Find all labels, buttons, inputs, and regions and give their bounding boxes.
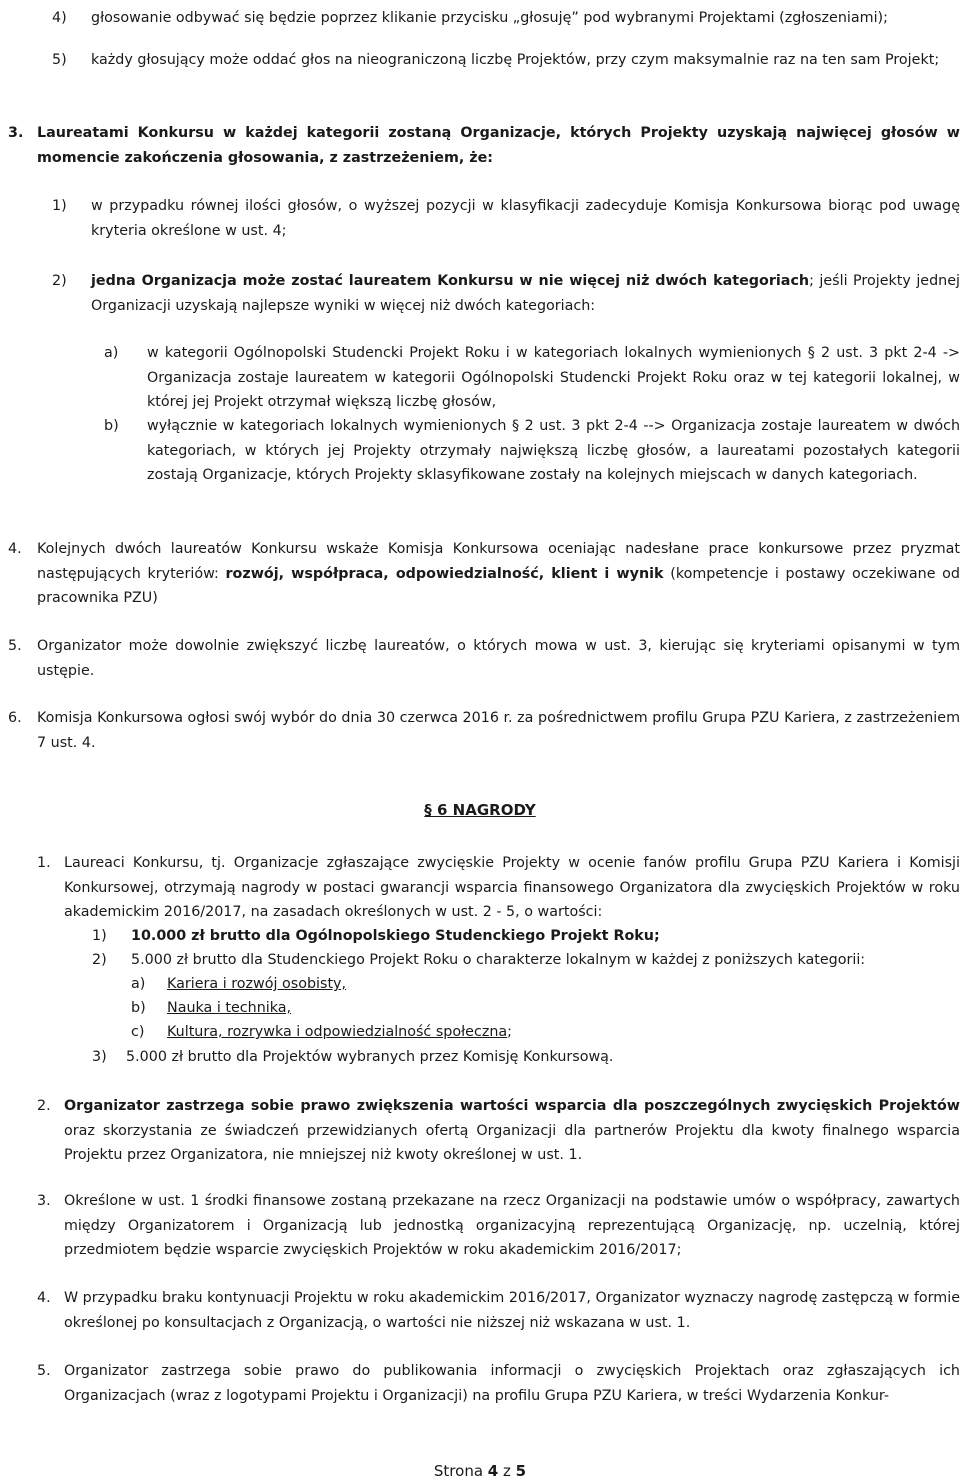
emphasis-text: rozwój, współpraca, odpowiedzialność, klient i wynik	[225, 565, 664, 582]
section-heading	[0, 801, 960, 819]
paragraph-number: 5.	[37, 1363, 51, 1379]
list-item	[91, 269, 960, 318]
category-label: Kultura, rozrywka i odpowiedzialność społeczna	[167, 1024, 508, 1040]
section-heading-text: § 6 NAGRODY	[424, 801, 536, 819]
list-number: 1)	[52, 198, 67, 214]
list-item: wyłącznie w kategoriach lokalnych wymienionych § 2 ust. 3 pkt 2-4 --> Organizacja zostaje laureatem w dwóch kategoriach, w których jej Projekty otrzymały największą liczbę głosów, a laureatami pozostałych kategorii zostają Organizacje, których Projekty sklasyfikowane zostały na kolejnych miejscach w danych kategoriach.	[147, 418, 960, 483]
paragraph-text-part: oraz skorzystania ze świadczeń przewidzianych ofertą Organizacji dla partnerów Projektu dla kwoty finalnego wsparcia Projektu przez Organizatora, nie mniejszej niż kwoty określonej w ust. 1.	[64, 1122, 960, 1163]
prize-item: 5.000 zł brutto dla Projektów wybranych przez Komisję Konkursową.	[126, 1049, 614, 1065]
paragraph-number: 2.	[37, 1098, 51, 1114]
paragraph-number: 4.	[8, 541, 22, 557]
paragraph-number: 6.	[8, 710, 22, 726]
page-footer	[0, 1462, 960, 1480]
list-number: 2)	[92, 952, 107, 968]
category-tail: ;	[507, 1024, 512, 1040]
paragraph-text: Organizator zastrzega sobie prawo do publikowania informacji o zwycięskich Projektach oraz zgłaszających ich Organizacjach (wraz z logotypami Projektu i Organizacji) na profilu Grupa PZU Kariera, w treści Wydarzenia Konkur-	[64, 1363, 960, 1404]
category-item	[167, 972, 867, 997]
total-page-count: 5	[515, 1462, 527, 1480]
category-item	[167, 996, 867, 1021]
paragraph-number: 4.	[37, 1290, 51, 1306]
paragraph-text: Organizator może dowolnie zwiększyć liczbę laureatów, o których mowa w ust. 3, kierując się kryteriami opisanymi w tym ustępie.	[37, 638, 960, 679]
list-item: w kategorii Ogólnopolski Studencki Projekt Roku i w kategoriach lokalnych wymienionych § 2 ust. 3 pkt 2-4 -> Organizacja zostaje laureatem w kategorii Ogólnopolski Studencki Projekt Roku oraz w tej kategorii lokalnej, w której jej Projekt otrzymał większą liczbę głosów,	[147, 345, 960, 410]
paragraph-text-part: Kolejnych dwóch laureatów Konkursu wskaże Komisja Konkursowa oceniając nadesłane prace konkursowe przez pryzmat następujących kryteriów:	[37, 541, 960, 582]
list-item-text: ; jeśli Projekty jednej Organizacji uzyskają najlepsze wyniki w więcej niż dwóch kategoriach:	[91, 273, 960, 314]
list-letter: b)	[131, 1000, 146, 1016]
list-letter: c)	[131, 1024, 145, 1040]
emphasis-text: Organizator zastrzega sobie prawo zwiększenia wartości wsparcia dla poszczególnych zwycięskich Projektów	[64, 1098, 960, 1114]
list-number: 5)	[52, 52, 67, 68]
paragraph-text: W przypadku braku kontynuacji Projektu w roku akademickim 2016/2017, Organizator wyznaczy nagrodę zastępczą w formie określonej po konsultacjach z Organizacją, o wartości nie niższej niż wskazana w ust. 1.	[64, 1290, 960, 1331]
emphasis-text: jedna Organizacja może zostać laureatem Konkursu w nie więcej niż dwóch kategoriach	[91, 273, 810, 289]
prize-item: 5.000 zł brutto dla Studenckiego Projekt Roku o charakterze lokalnym w każdej z poniższych kategorii:	[131, 952, 866, 968]
list-letter: a)	[104, 345, 119, 361]
paragraph-text: Określone w ust. 1 środki finansowe zostaną przekazane na rzecz Organizacji na podstawie umów o współpracy, zawartych między Organizatorem i Organizacją lub jednostką organizacyjną reprezentującą Organizację, np. uczelnią, której przedmiotem będzie wsparcie zwycięskich Projektów w roku akademickim 2016/2017;	[64, 1193, 960, 1258]
list-number: 4)	[52, 10, 67, 26]
paragraph-number: 5.	[8, 638, 22, 654]
paragraph-text: Komisja Konkursowa ogłosi swój wybór do dnia 30 czerwca 2016 r. za pośrednictwem profilu Grupa PZU Kariera, z zastrzeżeniem 7 ust. 4.	[37, 710, 960, 751]
category-label: Kariera i rozwój osobisty,	[167, 976, 347, 992]
current-page-number: 4	[487, 1462, 499, 1480]
paragraph-number: 3.	[37, 1193, 51, 1209]
list-item: w przypadku równej ilości głosów, o wyższej pozycji w klasyfikacji zadecyduje Komisja Konkursowa biorąc pod uwagę kryteria określone w ust. 4;	[91, 198, 960, 239]
list-number: 3)	[92, 1049, 107, 1065]
paragraph-text: Laureaci Konkursu, tj. Organizacje zgłaszające zwycięskie Projekty w ocenie fanów profilu Grupa PZU Kariera i Komisji Konkursowej, otrzymają nagrody w postaci gwarancji wsparcia finansowego Organizatora dla zwycięskich Projektów w roku akademickim 2016/2017, na zasadach określonych w ust. 2 - 5, o wartości:	[64, 855, 960, 920]
list-number: 1)	[92, 928, 107, 944]
paragraph-number: 3.	[8, 125, 24, 141]
footer-separator: z	[498, 1462, 516, 1480]
footer-label: Strona	[433, 1462, 488, 1480]
paragraph-text-part: (kompetencje i postawy oczekiwane od pracownika PZU)	[37, 565, 960, 606]
list-item: głosowanie odbywać się będzie poprzez klikanie przycisku „głosuję” pod wybranymi Projektami (zgłoszeniami);	[91, 10, 888, 26]
paragraph-text	[37, 537, 960, 611]
list-item: każdy głosujący może oddać głos na nieograniczoną liczbę Projektów, przy czym maksymalnie raz na ten sam Projekt;	[91, 52, 940, 68]
category-label: Nauka i technika,	[167, 1000, 292, 1016]
list-letter: a)	[131, 976, 146, 992]
paragraph-text: Laureatami Konkursu w każdej kategorii zostaną Organizacje, których Projekty uzyskają najwięcej głosów w momencie zakończenia głosowania, z zastrzeżeniem, że:	[37, 125, 960, 166]
category-item	[167, 1020, 867, 1045]
paragraph-number: 1.	[37, 855, 51, 871]
prize-item: 10.000 zł brutto dla Ogólnopolskiego Studenckiego Projekt Roku;	[131, 928, 660, 944]
paragraph-text	[64, 1094, 960, 1168]
list-number: 2)	[52, 273, 67, 289]
list-letter: b)	[104, 418, 119, 434]
